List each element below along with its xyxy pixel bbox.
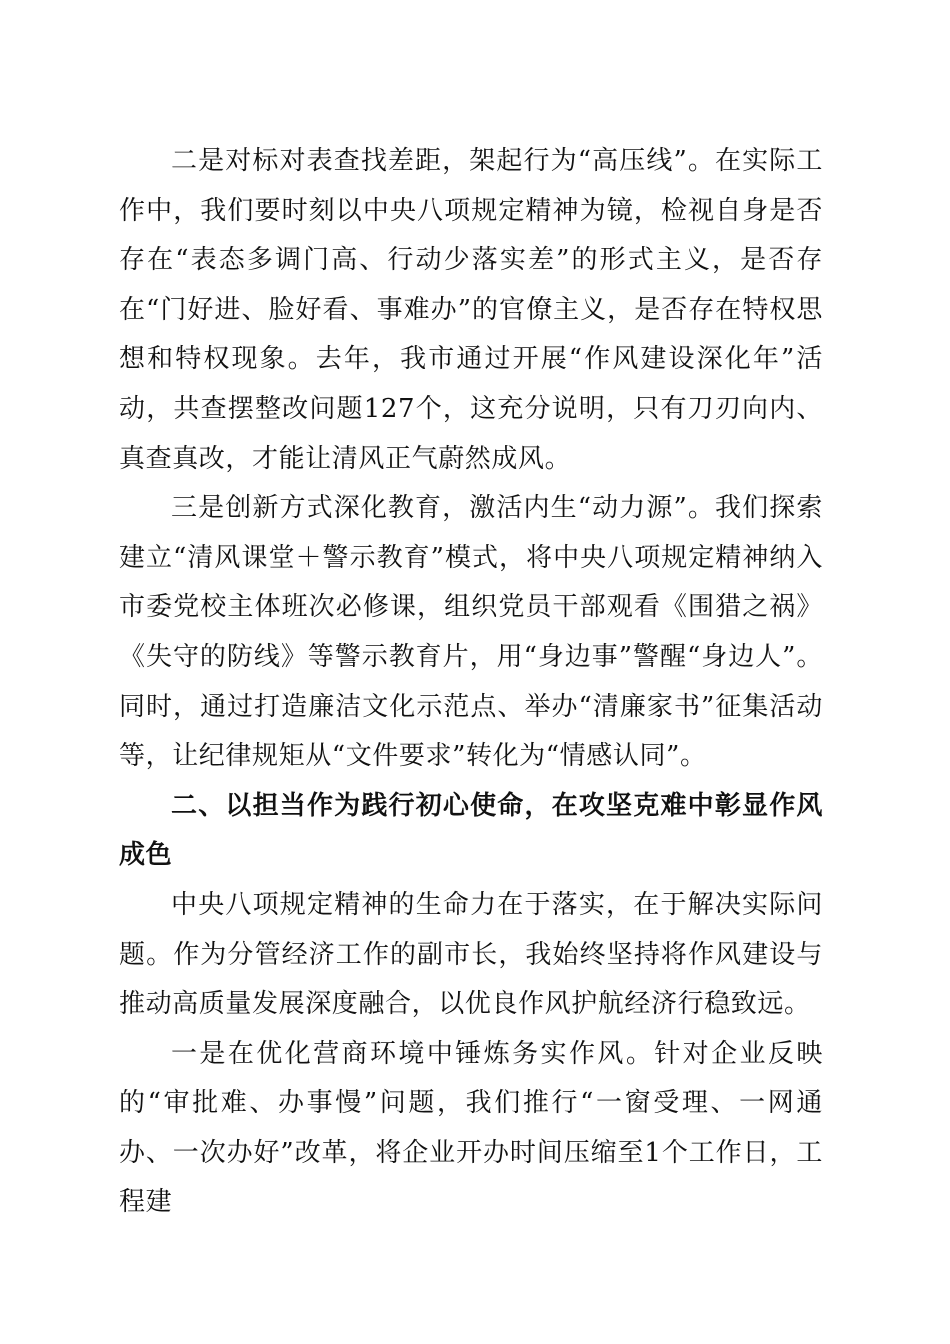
paragraph-education: 三是创新方式深化教育，激活内生“动力源”。我们探索建立“清风课堂＋警示教育”模式，将中央八项规定精神纳入市委党校主体班次必修课，组织党员干部观看《围猎之祸》《失守的防线》等警示教育片，用“身边事”警醒“身边人”。同时，通过打造廉洁文化示范点、举办“清廉家书”征集活动等，让纪律规矩从“文件要求”转化为“情感认同”。 [119, 493, 823, 772]
document-body [119, 137, 823, 1228]
paragraph-business-environment: 一是在优化营商环境中锤炼务实作风。针对企业反映的“审批难、办事慢”问题，我们推行“一窗受理、一网通办、一次办好”改革，将企业开办时间压缩至1个工作日，工程建 [119, 1038, 823, 1218]
section-heading: 二、以担当作为践行初心使命，在攻坚克难中彰显作风成色 [119, 790, 823, 871]
paragraph-gap-check: 二是对标对表查找差距，架起行为“高压线”。在实际工作中，我们要时刻以中央八项规定精神为镜，检视自身是否存在“表态多调门高、行动少落实差”的形式主义，是否存在“门好进、脸好看、事难办”的官僚主义，是否存在特权思想和特权现象。去年，我市通过开展“作风建设深化年”活动，共查摆整改问题127个，这充分说明，只有刀刃向内、真查真改，才能让清风正气蔚然成风。 [119, 146, 823, 474]
paragraph-implementation: 中央八项规定精神的生命力在于落实，在于解决实际问题。作为分管经济工作的副市长，我始终坚持将作风建设与推动高质量发展深度融合，以优良作风护航经济行稳致远。 [119, 889, 823, 1020]
